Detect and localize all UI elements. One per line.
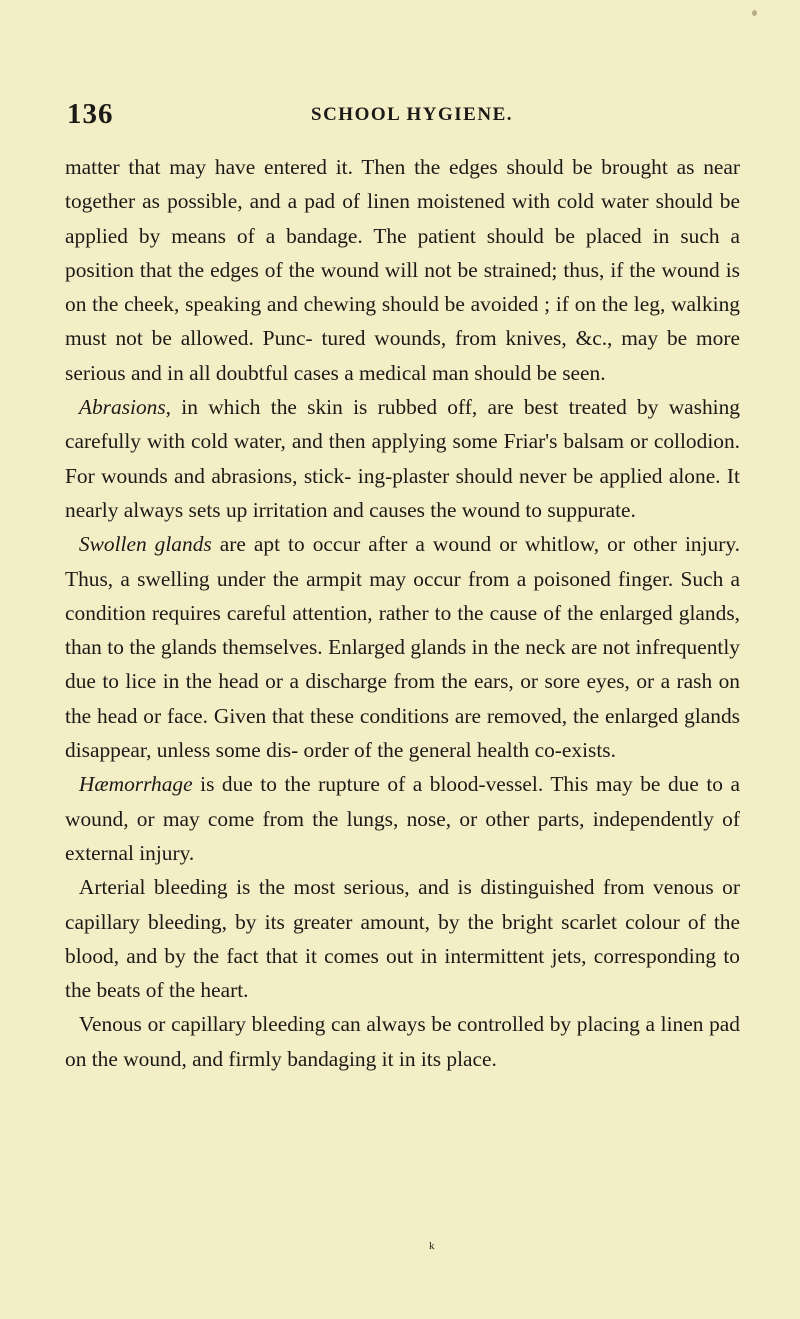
paper-speck: [752, 10, 757, 16]
paragraph-text: is due to the rupture of a blood-vessel. This may be due to a wound, or may come from the lungs, nose, or other parts, independently of external injury.: [65, 772, 740, 865]
paragraph-abrasions: [65, 390, 740, 527]
paragraph-text: are apt to occur after a wound or whitlow, or other injury. Thus, a swelling under the armpit may occur from a poisoned finger. Such a condition requires careful attention, rather to the cause of the enlarged glands, than to the glands themselves. Enlarged glands in the neck are not infrequently due to lice in the head or a discharge from the ears, or sore eyes, or a rash on the head or face. Given that these conditions are removed, the enlarged glands disappear, unless some dis- order of the general health co-exists.: [65, 532, 740, 763]
paragraph-term: Swollen glands: [78, 532, 212, 557]
paragraph-swollen-glands: [65, 527, 740, 767]
paragraph-wound-treatment: [65, 150, 740, 390]
paragraph-text: matter that may have entered it. Then the edges should be brought as near together as possible, and a pad of linen moistened with cold water should be applied by means of a bandage. The patient should be placed in such a position that the edges of the wound will not be strained; thus, if the wound is on the cheek, speaking and chewing should be avoided ; if on the leg, walking must not be allowed. Punc- tured wounds, from knives, &c., may be more serious and in all doubtful cases a medical man should be seen.: [65, 155, 740, 385]
paragraph-arterial-bleeding: [65, 870, 740, 1007]
running-head: SCHOOL HYGIENE.: [311, 104, 513, 125]
body-text: [65, 150, 740, 1076]
page-number: 136: [67, 98, 114, 130]
paragraph-text: Arterial bleeding is the most serious, and is distinguished from venous or capillary bleeding, by its greater amount, by the bright scarlet colour of the blood, and by the fact that it comes out in intermittent jets, corresponding to the beats of the heart.: [65, 875, 740, 1003]
paragraph-term: Hæmorrhage: [78, 772, 193, 797]
paragraph-venous-bleeding: [65, 1007, 740, 1076]
printer-mark: k: [429, 1240, 435, 1252]
paragraph-haemorrhage: [65, 767, 740, 870]
paragraph-text: Venous or capillary bleeding can always be controlled by placing a linen pad on the wound, and firmly bandaging it in its place.: [65, 1012, 740, 1071]
page-header: [67, 98, 740, 132]
paragraph-term: Abrasions: [78, 395, 166, 420]
paragraph-text: , in which the skin is rubbed off, are best treated by washing carefully with cold water, and then applying some Friar's balsam or collodion. For wounds and abrasions, stick- ing-plaster should never be applied alone. It nearly always sets up irritation and causes the wound to suppurate.: [65, 395, 740, 522]
